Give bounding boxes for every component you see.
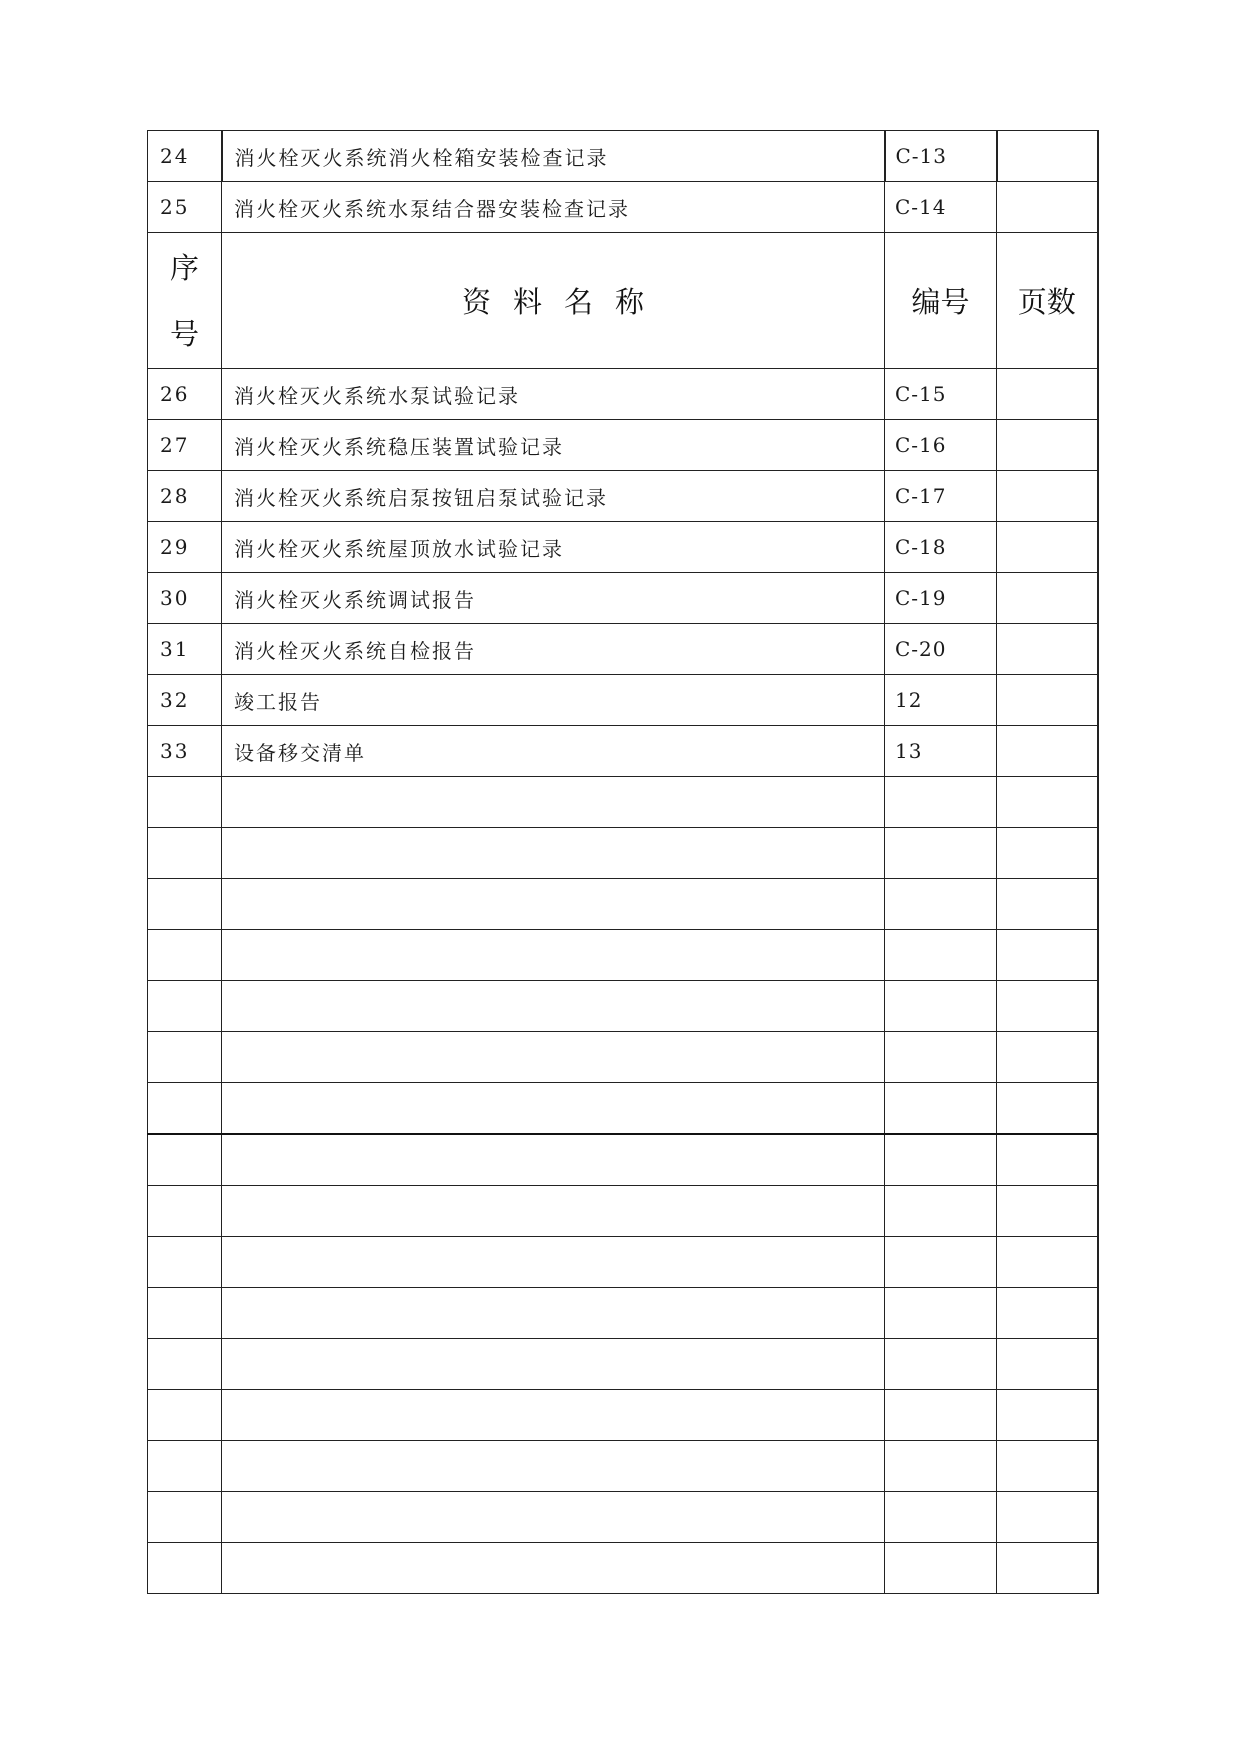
code-cell [885, 1186, 997, 1237]
name-cell [222, 879, 885, 930]
table-row [148, 1390, 1098, 1441]
table-row [148, 573, 1098, 624]
header-pages: 页数 [997, 233, 1098, 369]
seq-cell [148, 981, 222, 1032]
name-cell [222, 1083, 885, 1135]
code-cell [885, 1083, 997, 1135]
seq-cell: 32 [148, 675, 222, 726]
name-cell: 消火栓灭火系统启泵按钮启泵试验记录 [222, 471, 885, 522]
table-row [148, 828, 1098, 879]
table-row [148, 1339, 1098, 1390]
code-cell: 13 [885, 726, 997, 777]
seq-cell: 31 [148, 624, 222, 675]
seq-cell: 29 [148, 522, 222, 573]
pages-cell [997, 1134, 1098, 1186]
seq-cell: 33 [148, 726, 222, 777]
code-cell [885, 1237, 997, 1288]
seq-cell [148, 1288, 222, 1339]
pages-cell [997, 1339, 1098, 1390]
table-row [148, 1032, 1098, 1083]
name-cell [222, 1032, 885, 1083]
pages-cell [997, 182, 1098, 233]
name-cell: 消火栓灭火系统稳压装置试验记录 [222, 420, 885, 471]
pages-cell [997, 1441, 1098, 1492]
pages-cell [997, 522, 1098, 573]
table-row [148, 1492, 1098, 1543]
name-cell [222, 930, 885, 981]
pages-cell [997, 1083, 1098, 1135]
code-cell [885, 879, 997, 930]
code-cell: C-15 [885, 369, 997, 420]
name-cell [222, 777, 885, 828]
header-code: 编号 [885, 233, 997, 369]
pages-cell [997, 828, 1098, 879]
table-row [148, 1441, 1098, 1492]
code-cell [885, 1288, 997, 1339]
pages-cell [997, 879, 1098, 930]
pages-cell [997, 1032, 1098, 1083]
pages-cell [997, 1492, 1098, 1543]
code-cell: C-20 [885, 624, 997, 675]
pages-cell [997, 131, 1098, 182]
code-cell [885, 1134, 997, 1186]
table-row [148, 369, 1098, 420]
table-row [148, 1543, 1098, 1594]
code-cell: C-14 [885, 182, 997, 233]
pages-cell [997, 420, 1098, 471]
pages-cell [997, 1237, 1098, 1288]
code-cell: 12 [885, 675, 997, 726]
name-cell [222, 1134, 885, 1186]
code-cell [885, 930, 997, 981]
name-cell: 消火栓灭火系统自检报告 [222, 624, 885, 675]
code-cell [885, 1441, 997, 1492]
code-cell [885, 1032, 997, 1083]
table-row [148, 1237, 1098, 1288]
pages-cell [997, 1390, 1098, 1441]
pages-cell [997, 726, 1098, 777]
pages-cell [997, 624, 1098, 675]
pages-cell [997, 777, 1098, 828]
seq-cell: 30 [148, 573, 222, 624]
table-row [148, 1134, 1098, 1186]
name-cell: 设备移交清单 [222, 726, 885, 777]
name-cell [222, 1288, 885, 1339]
pages-cell [997, 930, 1098, 981]
table-row [148, 1288, 1098, 1339]
seq-cell: 28 [148, 471, 222, 522]
seq-cell [148, 1134, 222, 1186]
seq-cell: 25 [148, 182, 222, 233]
seq-cell [148, 1543, 222, 1594]
name-cell [222, 1441, 885, 1492]
name-cell: 消火栓灭火系统水泵结合器安装检查记录 [222, 182, 885, 233]
code-cell [885, 1339, 997, 1390]
code-cell: C-19 [885, 573, 997, 624]
table-row [148, 879, 1098, 930]
name-cell [222, 981, 885, 1032]
seq-cell [148, 1083, 222, 1135]
name-cell: 消火栓灭火系统屋顶放水试验记录 [222, 522, 885, 573]
seq-cell [148, 930, 222, 981]
seq-cell: 26 [148, 369, 222, 420]
name-cell: 竣工报告 [222, 675, 885, 726]
code-cell: C-18 [885, 522, 997, 573]
name-cell [222, 828, 885, 879]
seq-cell [148, 777, 222, 828]
pages-cell [997, 1288, 1098, 1339]
table-row [148, 131, 1098, 182]
table-row [148, 1083, 1098, 1135]
table-row [148, 981, 1098, 1032]
table-row [148, 624, 1098, 675]
seq-cell: 27 [148, 420, 222, 471]
table-row [148, 522, 1098, 573]
code-cell [885, 777, 997, 828]
code-cell [885, 1543, 997, 1594]
table-row [148, 182, 1098, 233]
code-cell [885, 1390, 997, 1441]
pages-cell [997, 573, 1098, 624]
document-index-table [147, 130, 1099, 1594]
code-cell [885, 981, 997, 1032]
name-cell: 消火栓灭火系统消火栓箱安装检查记录 [222, 131, 885, 182]
name-cell [222, 1339, 885, 1390]
table-row [148, 471, 1098, 522]
code-cell: C-16 [885, 420, 997, 471]
code-cell: C-17 [885, 471, 997, 522]
seq-cell [148, 1390, 222, 1441]
code-cell [885, 1492, 997, 1543]
table-row [148, 420, 1098, 471]
seq-cell [148, 1339, 222, 1390]
seq-cell [148, 1492, 222, 1543]
pages-cell [997, 981, 1098, 1032]
pages-cell [997, 471, 1098, 522]
header-name: 资料名称 [222, 233, 885, 369]
name-cell: 消火栓灭火系统水泵试验记录 [222, 369, 885, 420]
name-cell: 消火栓灭火系统调试报告 [222, 573, 885, 624]
code-cell [885, 828, 997, 879]
seq-cell [148, 1441, 222, 1492]
pages-cell [997, 369, 1098, 420]
name-cell [222, 1237, 885, 1288]
table-body [148, 131, 1098, 1594]
seq-cell [148, 1237, 222, 1288]
name-cell [222, 1492, 885, 1543]
pages-cell [997, 1186, 1098, 1237]
seq-cell: 24 [148, 131, 222, 182]
seq-cell [148, 1032, 222, 1083]
header-seq-label: 序号 [170, 250, 200, 351]
seq-cell [148, 828, 222, 879]
header-seq [148, 233, 222, 369]
seq-cell [148, 879, 222, 930]
table-row [148, 1186, 1098, 1237]
name-cell [222, 1186, 885, 1237]
name-cell [222, 1543, 885, 1594]
pages-cell [997, 675, 1098, 726]
table-row [148, 930, 1098, 981]
seq-cell [148, 1186, 222, 1237]
pages-cell [997, 1543, 1098, 1594]
table-row [148, 726, 1098, 777]
table-row [148, 675, 1098, 726]
table-row [148, 777, 1098, 828]
code-cell: C-13 [885, 131, 997, 182]
header-row [148, 233, 1098, 369]
name-cell [222, 1390, 885, 1441]
